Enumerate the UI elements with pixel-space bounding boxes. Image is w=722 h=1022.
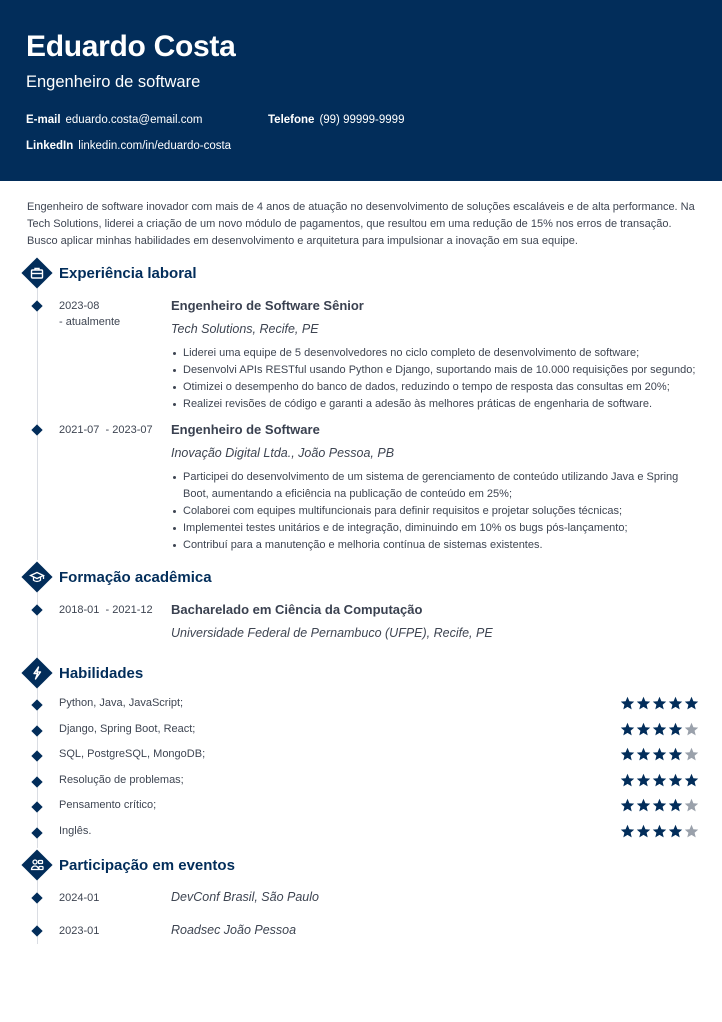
timeline-marker [31, 892, 42, 903]
skill-name: Inglês. [59, 825, 92, 837]
timeline-marker [31, 751, 42, 762]
section-title: Participação em eventos [59, 856, 235, 874]
skill-name: Resolução de problemas; [59, 773, 184, 786]
section-title: Experiência laboral [59, 264, 197, 282]
bullet-item: Colaborei com equipes multifuncionais para definir requisitos e projetar soluções técnicas; [171, 503, 701, 520]
star-filled-icon [620, 773, 635, 793]
date-end: - atualmente [59, 316, 121, 328]
contact-linkedin-value[interactable]: linkedin.com/in/eduardo-costa [78, 140, 232, 152]
skill-rating [620, 747, 699, 767]
star-filled-icon [636, 747, 651, 767]
bullet-item: Participei do desenvolvimento de um sistema de gerenciamento de conteúdo utilizando Java e Spring Boot, aumentando a eficiência na publicação de conteúdo em 25%; [171, 469, 701, 503]
star-filled-icon [636, 824, 651, 844]
star-filled-icon [684, 773, 699, 793]
star-filled-icon [620, 824, 635, 844]
skill-rating [620, 773, 699, 793]
star-filled-icon [636, 773, 651, 793]
star-filled-icon [652, 747, 667, 767]
skill-name: Pensamento crítico; [59, 799, 157, 812]
bullet-item: Desenvolvi APIs RESTful usando Python e Django, suportando mais de 10.000 requisições por segundo; [171, 362, 701, 379]
star-filled-icon [620, 722, 635, 742]
timeline-marker [31, 827, 42, 838]
star-filled-icon [652, 798, 667, 818]
timeline-marker [31, 802, 42, 813]
people-icon [22, 850, 52, 880]
contact-linkedin-label: LinkedIn [26, 140, 74, 152]
star-filled-icon [652, 824, 667, 844]
profile-summary: Engenheiro de software inovador com mais de 4 anos de atuação no desenvolvimento de soluções escaláveis e de alta performance. Na Tech Solutions, liderei a criação de um novo módulo de pagamentos, que resultou em uma redução de 15% nos erros de transação. Busco aplicar minhas habilidades em desenvolvimento e arquitetura para impulsionar a inovação em sua equipe. [27, 201, 695, 247]
timeline-line-education [37, 592, 38, 658]
star-filled-icon [636, 722, 651, 742]
section-education-header [22, 562, 212, 592]
job-organization: Tech Solutions, Recife, PE [171, 322, 319, 336]
section-title: Formação acadêmica [59, 568, 212, 586]
star-filled-icon [668, 773, 683, 793]
event-name: Roadsec João Pessoa [171, 923, 297, 937]
contact-email-label: E-mail [26, 114, 61, 126]
star-filled-icon [652, 773, 667, 793]
section-skills-header [22, 658, 143, 688]
star-filled-icon [620, 798, 635, 818]
star-filled-icon [636, 798, 651, 818]
date-end: - 2023-07 [105, 424, 153, 436]
bullet-item: Implementei testes unitários e de integração, diminuindo em 10% os bugs pós-lançamento; [171, 520, 701, 537]
section-events-header [22, 850, 235, 880]
skill-rating [620, 696, 699, 716]
timeline-marker [31, 776, 42, 787]
star-filled-icon [668, 824, 683, 844]
contact-linkedin [26, 140, 231, 152]
candidate-role: Engenheiro de software [26, 73, 201, 91]
date-end: - 2021-12 [105, 604, 153, 616]
job-title: Engenheiro de Software Sênior [171, 298, 364, 313]
star-empty-icon [684, 747, 699, 767]
job-dates [59, 422, 153, 438]
contact-phone-label: Telefone [268, 114, 315, 126]
contact-email [26, 114, 202, 126]
skill-name: SQL, PostgreSQL, MongoDB; [59, 748, 206, 761]
skill-rating [620, 824, 699, 844]
resume-header [0, 0, 722, 181]
timeline-marker [31, 725, 42, 736]
star-filled-icon [668, 722, 683, 742]
star-filled-icon [668, 747, 683, 767]
job-organization: Inovação Digital Ltda., João Pessoa, PB [171, 446, 395, 460]
star-empty-icon [684, 722, 699, 742]
briefcase-icon [22, 258, 52, 288]
star-filled-icon [620, 747, 635, 767]
section-title: Habilidades [59, 664, 144, 682]
star-empty-icon [684, 824, 699, 844]
skill-rating [620, 798, 699, 818]
event-date: 2023-01 [59, 925, 100, 937]
star-filled-icon [620, 696, 635, 716]
bullet-item: Contribuí para a manutenção e melhoria contínua de sistemas existentes. [171, 537, 701, 554]
star-filled-icon [668, 798, 683, 818]
date-start: 2021-07 [59, 424, 100, 436]
star-filled-icon [636, 696, 651, 716]
event-name: DevConf Brasil, São Paulo [171, 890, 319, 904]
star-filled-icon [684, 696, 699, 716]
timeline-line-skills [37, 688, 38, 848]
star-empty-icon [684, 798, 699, 818]
star-filled-icon [652, 722, 667, 742]
bullet-item: Otimizei o desempenho do banco de dados, reduzindo o tempo de resposta das consultas em 20%; [171, 379, 701, 396]
lightning-icon [22, 658, 52, 688]
job-title: Engenheiro de Software [171, 422, 320, 437]
bullet-item: Realizei revisões de código e garanti a adesão às melhores práticas de engenharia de software. [171, 396, 701, 413]
timeline-marker [31, 925, 42, 936]
job-bullets [171, 345, 701, 413]
education-dates [59, 602, 153, 618]
star-filled-icon [668, 696, 683, 716]
skill-name: Python, Java, JavaScript; [59, 697, 184, 709]
contact-phone [268, 114, 404, 126]
timeline-marker [31, 699, 42, 710]
contact-phone-value[interactable]: (99) 99999-9999 [319, 114, 405, 126]
graduation-cap-icon [22, 562, 52, 592]
degree-title: Bacharelado em Ciência da Computação [171, 602, 423, 617]
star-filled-icon [652, 696, 667, 716]
date-start: 2018-01 [59, 604, 100, 616]
timeline-marker [31, 424, 42, 435]
contact-email-value[interactable]: eduardo.costa@email.com [65, 114, 203, 126]
skill-name: Django, Spring Boot, React; [59, 722, 196, 735]
institution: Universidade Federal de Pernambuco (UFPE), Recife, PE [171, 626, 493, 640]
bullet-item: Liderei uma equipe de 5 desenvolvedores no ciclo completo de desenvolvimento de software; [171, 345, 701, 362]
job-dates [59, 298, 120, 330]
candidate-name: Eduardo Costa [26, 30, 236, 63]
timeline-marker [31, 300, 42, 311]
event-date: 2024-01 [59, 892, 100, 904]
job-bullets [171, 469, 701, 554]
timeline-marker [31, 604, 42, 615]
date-start: 2023-08 [59, 300, 100, 312]
section-experience-header [22, 258, 197, 288]
skill-rating [620, 722, 699, 742]
